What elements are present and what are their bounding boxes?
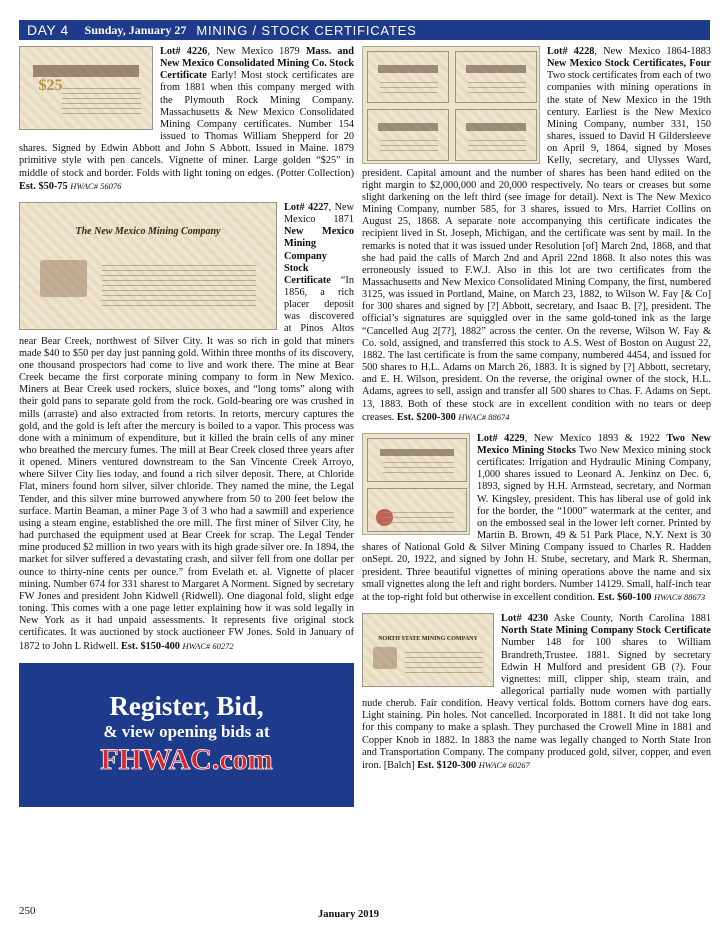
lot-4226-intro: , New Mexico 1879 <box>207 46 306 57</box>
lot-4226-image-label: $25 <box>38 76 63 94</box>
lot-4228-intro: , New Mexico 1864-1883 <box>594 46 711 57</box>
page-header <box>19 20 710 40</box>
lot-4230-estimate: Est. $120-300 <box>417 759 477 771</box>
lot-4230-intro: Aske County, North Carolina 1881 <box>548 613 711 625</box>
lot-4226-hwac: HWAC# 56076 <box>70 180 122 191</box>
lot-4230-title: North State Mining Company Stock Certificate <box>501 625 711 637</box>
lot-4226 <box>19 46 354 193</box>
lot-4229-intro: , New Mexico 1893 & 1922 <box>524 432 667 444</box>
lot-4228 <box>362 46 711 424</box>
lot-4228-body: Two stock certificates from each of two companies with mining operations in the state of New Mexico in the 19th century. Earliest is the New Mexico Mining Company, number 331, 150 shares, issued to David H Gildersleeve on April 9, 1864, signed by Moses Kelly, secretary, and Ulysses Ward, president. Capital amount and the number of shares has been hand edited on the right margin to $2,000,000 and 20,000 respectively. No tears or creases but some slight darkening on the left third (see image for detail). Next is The New Mexico Mining Company, number 585, for 3 shares, issued to Mrs. Harriet Collins on August 25, 1868. A separate note accompanying this certificate indicates the recipient lived in St. Joseph, Michigan, and the certificate was sent by mail. In the remarks is noted that it was issued under Resolution [of] March 2nd, 1868, and that she had paid the calls of March 2nd and April 22nd 1868. It also notes this was erroneously issued to F.W.J. Also in this lot are two certificates from the Massachusetts and New Mexico Consolidated Mining Company, the first, numbered 3125, was issued in Portland, Maine, on March 23, 1882, to Wilson W. Fay [& Co] for 300 shares and signed by [?] Abbott, secretary, and Isaac B. [?], president. The official’s signatures are squiggled over in the same gold-toned ink as the large “Cancelled Aug 2[7?], 1882” across the center. On the reverse, Wilson W. Fay & Co. sold, assigned, and transferred this stock to A.S. West of Boston on August 22, 1882. The last certificate is from the same company, numbered 4454, and issued for 500 shares to H.L. Adams on March 26, 1883. It is signed by [?] Abbott, secretary, and E. H. Wilson, president. On the reverse, the original owner of the stock, H.L. Adams, agrees to sell, assign and transfer all 500 shares to Chas. F. Adams on Sept. 13, 1883. Both of these stock are in excellent condition with no tears or deep creases. <box>362 70 711 423</box>
lot-4228-certificate-group-image[interactable] <box>362 46 540 164</box>
lot-4226-certificate-image[interactable] <box>19 46 153 130</box>
right-column <box>362 46 711 887</box>
lot-4229-body: Two New Mexico mining stock certificates: Irrigation and Hydraulic Mining Company, 1,000 shares issued to Leonard A. Jenkinz on Dec. 6, 1893, signed by H.H. Armstead, secretary, and Norman W. Kingsley, president. This has liberal use of gold ink for the border, the “1000” watermark at the center, and on the embossed seal in the lower left corner. Printed by Martin B. Brown, 49 & 51 Park Place, N.Y. Next is 30 shares of National Gold & Silver Mining Company issued to Charles R. Hadden onSept. 20, 1922, and signed by John H. Stube, secretary, and Mark R. Sherman, president. Three beautiful vignettes of mining operations above the name and six small vignettes along the left and right borders. Number 14129. Small, half-inch tear at the top-right fold but otherwise in excellent condition. <box>362 445 711 603</box>
lot-4227-intro: , New Mexico 1871 <box>284 201 354 226</box>
header-day: DAY 4 <box>27 22 69 38</box>
lot-4229-number: Lot# 4229 <box>477 432 525 444</box>
lot-4230-certificate-image[interactable] <box>362 613 494 687</box>
lot-4227 <box>19 202 354 653</box>
lot-4227-certificate-image[interactable] <box>19 202 277 330</box>
lot-4227-body: “In 1856, a rich placer deposit was discovered at Pinos Altos near Bear Creek, northwest of Silver City. It was so rich in gold that miners made $40 to $50 per day just panning gold. Within three months of its discovery, one thousand prospectors had come to live and work there. The mine at Bear Creek became the first corporate mining company to form in New Mexico. Miners at Bear Creek used rockers, sluice boxes, and “long toms” along with their gold pans to separate gold from the rock. Gold-bearing ore was crushed in mills (arraste) and also extracted from retorts. In retorts, mercury captures the gold, and the gold is left after the mercury is boiled to a vapor. This process was done with a minimum of expenditure, but it killed the brain cells of any miner who breathed the mercury fumes. The mill at Bear Creek closed three years after it opened. Miners ventured downstream to the San Vincente Creek Arroyo, where Silver City lies today, and found a rich silver deposit. There, at Chloride Flat, miners found horn silver, silver chloride. They named the mine, the Legal Tender, and this silver mine burrowed anywhere from 50 to 200 feet below the surface. Martin Beaman, a miner Page 3 of 3 who had a sawmill and experience using a steam engine, established the ore mill. The first miner of Silver City, he had purchased the equipment used at Bear Creek for scrap. The Legal Tender mine produced $2 million in two years with its high grade silver ore. In 1894, the market for silver suffered a devastating crash, and silver fell from one dollar per ounce to thirty-nine cents per ounce.” from Evelath et. al. Vignette of placer mining. Number 674 for 331 sharest to Margaret A Norment. Signed by secretary FW Jones and president John Kidwell (Ridwell). One diagonal fold, slight edge toning. This comes with a one page letter explaining how it was sold legally in New York as it had unpaid assessments. It represents five original stock certificates. It was auctioned by stock auctioneer FW Jones. Sold in January of 1872 to John L Ridwell. <box>19 274 354 652</box>
header-category: MINING / STOCK CERTIFICATES <box>196 22 417 38</box>
ad-headline: Register, Bid, <box>109 690 264 721</box>
lot-4229-certificate-pair-image[interactable] <box>362 433 470 535</box>
lot-4229 <box>362 433 711 604</box>
lot-4227-number: Lot# 4227 <box>284 201 329 213</box>
lot-4227-title: New Mexico Mining Company Stock Certificate <box>284 226 354 286</box>
ad-website-link[interactable]: FHWAC.com <box>100 742 273 776</box>
lot-4230-body: Number 148 for 100 shares to William Brandreth,Trustee. 1881. Signed by secretary Edwin H Mulford and president GB (?). Four vignettes: mill, clipper ship, steam train, and allegorical partially nude women with partially nude cherub. Fair condition. Heavy vertical folds. Bottom corners have dog ears. Light staining. Pin holes. Not cancelled. Incorporated in 1881. It did not take long for this company to make a splash. They purchased the Crowell Mine in 1881 and Copper Knob in 1882. In 1883 the name was legally changed to North State Iron and Transportation Company. The company produced gold, silver, copper, and even iron. [Balch] <box>362 637 711 771</box>
ad-subline: & view opening bids at <box>103 721 270 741</box>
lot-4227-image-label: The New Mexico Mining Company <box>75 225 221 237</box>
header-date: Sunday, January 27 <box>84 22 187 37</box>
lot-4229-hwac: HWAC# 88673 <box>654 591 706 602</box>
lot-4226-title: Mass. and New Mexico Consolidated Mining Co. Stock Certificate <box>160 46 354 82</box>
lot-4230-hwac: HWAC# 60267 <box>478 759 530 770</box>
issue-date: January 2019 <box>318 909 379 920</box>
lot-4228-estimate: Est. $200-300 <box>396 411 456 423</box>
lot-4226-body: Early! Most stock certificates are from 1881 when this company merged with the Plymouth Rock Mining Company. Massachusetts & New Mexico Consolidated Mining Company certificates. Number 154 issued to Thomas William Shepperd for 20 shares. Signed by Edwin Abbott and John S Abbott. Issued in Maine. 1879 primitive style with pen cancels. Vignette of miner. Large golden “$25” in middle of stock and border. Folds with light toning on edges. (Potter Collection) <box>19 70 354 179</box>
lot-4227-hwac: HWAC# 60272 <box>182 640 234 651</box>
lot-4229-estimate: Est. $60-100 <box>597 591 652 603</box>
lot-4230-image-label: NORTH STATE MINING COMPANY <box>378 635 478 642</box>
lot-4228-hwac: HWAC# 88674 <box>458 411 510 422</box>
lot-4230 <box>362 613 711 772</box>
register-bid-ad[interactable] <box>19 663 354 807</box>
lot-4226-number: Lot# 4226 <box>160 46 208 57</box>
lot-4229-title: Two New Mexico Mining Stocks <box>477 432 711 456</box>
lot-4226-estimate: Est. $50-75 <box>19 180 68 192</box>
lot-4228-title: New Mexico Stock Certificates, Four <box>547 58 711 70</box>
lot-4227-estimate: Est. $150-400 <box>121 640 180 652</box>
left-column <box>19 46 354 887</box>
page-number: 250 <box>19 905 36 917</box>
lot-4228-number: Lot# 4228 <box>547 46 595 57</box>
lot-4230-number: Lot# 4230 <box>501 613 549 625</box>
